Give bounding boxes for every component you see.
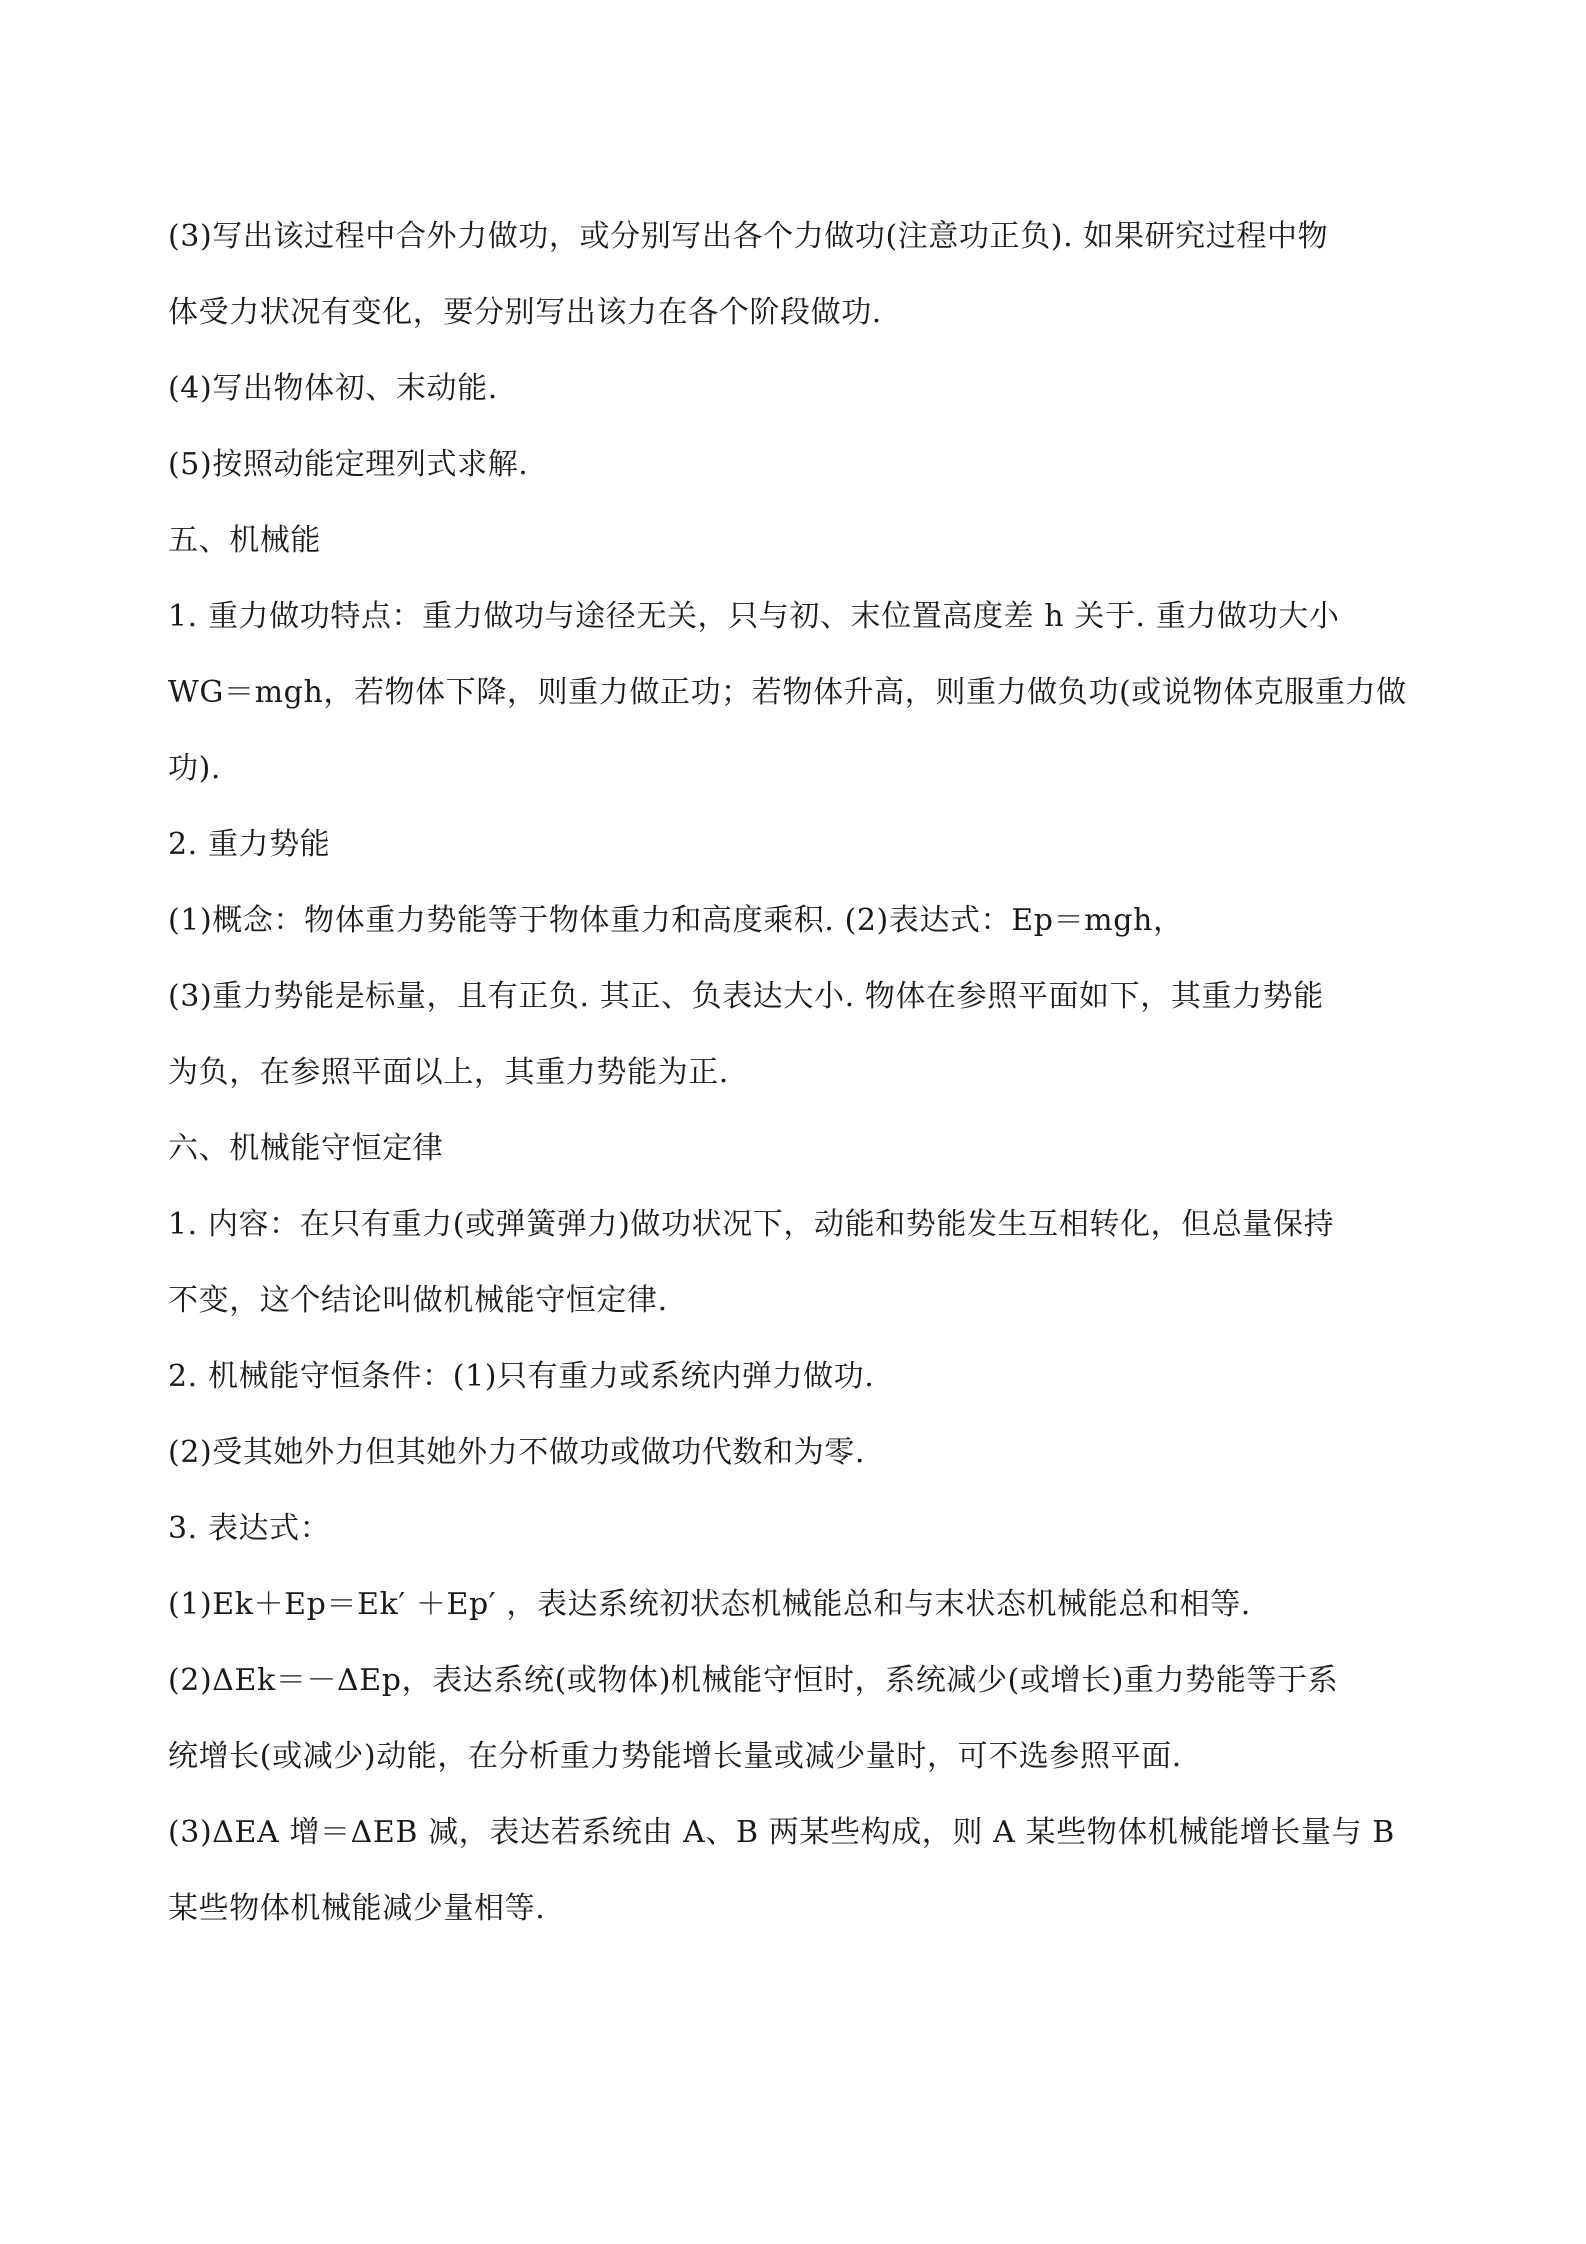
text-line: 1. 内容：在只有重力(或弹簧弹力)做功状况下，动能和势能发生互相转化，但总量保持 <box>168 1207 1335 1242</box>
text-line: 为负，在参照平面以上，其重力势能为正. <box>168 1055 729 1090</box>
text-line: (3)重力势能是标量，且有正负. 其正、负表达大小. 物体在参照平面如下，其重力势能 <box>168 979 1324 1014</box>
text-line: WG＝mgh，若物体下降，则重力做正功；若物体升高，则重力做负功(或说物体克服重力做 <box>168 675 1407 710</box>
section-heading: 六、机械能守恒定律 <box>168 1131 444 1166</box>
text-line: (2)受其她外力但其她外力不做功或做功代数和为零. <box>168 1435 866 1470</box>
text-line: 体受力状况有变化，要分别写出该力在各个阶段做功. <box>168 295 882 330</box>
text-line: 统增长(或减少)动能，在分析重力势能增长量或减少量时，可不选参照平面. <box>168 1739 1182 1774</box>
text-line: (3)ΔEA 增＝ΔEB 减，表达若系统由 A、B 两某些构成，则 A 某些物体机械能增长量与 B <box>168 1815 1395 1850</box>
text-line: (4)写出物体初、末动能. <box>168 371 498 406</box>
text-line: 1. 重力做功特点：重力做功与途径无关，只与初、末位置高度差 h 关于. 重力做功大小 <box>168 599 1340 634</box>
section-heading: 五、机械能 <box>168 523 321 558</box>
text-line: 功). <box>168 751 222 786</box>
text-line: (2)ΔEk＝－ΔEp，表达系统(或物体)机械能守恒时，系统减少(或增长)重力势能等于系 <box>168 1663 1339 1698</box>
text-line: (1)概念：物体重力势能等于物体重力和高度乘积. (2)表达式：Ep＝mgh， <box>168 903 1184 938</box>
text-line: 某些物体机械能减少量相等. <box>168 1891 546 1926</box>
text-line: (1)Ek＋Ep＝Ek′ ＋Ep′ ，表达系统初状态机械能总和与末状态机械能总和相等. <box>168 1587 1251 1622</box>
subsection-heading: 3. 表达式： <box>168 1511 331 1546</box>
text-line: 2. 机械能守恒条件：(1)只有重力或系统内弹力做功. <box>168 1359 875 1394</box>
text-line: (3)写出该过程中合外力做功，或分别写出各个力做功(注意功正负). 如果研究过程中物 <box>168 219 1329 254</box>
document-body <box>168 199 1430 1947</box>
text-line: 不变，这个结论叫做机械能守恒定律. <box>168 1283 668 1318</box>
subsection-heading: 2. 重力势能 <box>168 827 331 862</box>
text-line: (5)按照动能定理列式求解. <box>168 447 529 482</box>
